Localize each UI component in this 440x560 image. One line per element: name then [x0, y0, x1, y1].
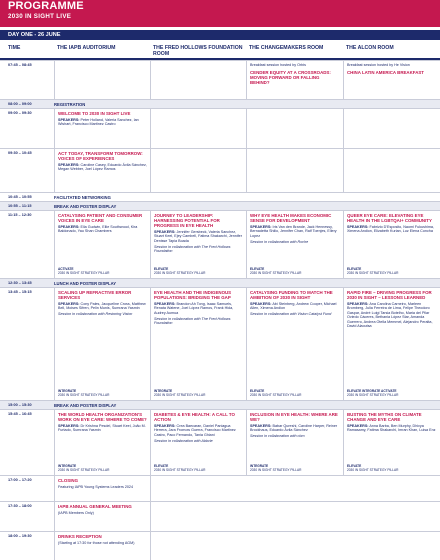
- session-title: RAPID FIRE – DRIVING PROGRESS FOR 2030 IN SIGHT – LESSONS LEARNED: [347, 290, 432, 300]
- session-speakers: SPEAKERS: Babar Qureshi, Caroline Harper, Reiner Brockhaus, Eduardo Ávila Sánchez: [250, 423, 338, 433]
- strategy-pillar: ELEVATE 2030 IN SIGHT STRATEGY PILLAR: [347, 464, 399, 473]
- schedule-row: [0, 210, 440, 278]
- session-title: JOURNEY TO LEADERSHIP: HARNESSING POTENTIAL FOR PROGRESS IN EYE HEALTH: [154, 213, 220, 228]
- session-collaboration: Session in collaboration with Abbvie: [154, 438, 213, 443]
- session-speakers: SPEAKERS: Jennifer Gersbeck, Valeria Sanchez, Stuart Keel, Ejey Cambell, Fatima Shakarchi, Jennifer Denisse Tapia Boada: [154, 229, 242, 243]
- time-slot: 09:00 – 09:30: [8, 111, 32, 115]
- strategy-pillar: INTEGRATE 2030 IN SIGHT STRATEGY PILLAR: [58, 389, 110, 398]
- time-slot: 15:00 – 15:30: [8, 403, 32, 407]
- session-cell: [54, 61, 150, 99]
- session-cell[interactable]: [54, 502, 150, 531]
- schedule-row: [0, 60, 440, 99]
- band-label: BREAK AND POSTER DISPLAY: [54, 204, 117, 209]
- session-collaboration: Session in collaboration with cbm: [250, 434, 305, 439]
- session-collaboration: Session in collaboration with Vision Catalyst Fund: [250, 312, 332, 317]
- session-speakers: SPEAKERS: Crea Baecaran, Daniel Paniagua Herrera, Jara Fromow Guerra, Francisco Martinez Castro, Paco Fernando, Tania Ghiani: [154, 423, 236, 437]
- session-cell[interactable]: [54, 109, 150, 148]
- band-row: [0, 201, 440, 210]
- time-slot: 17:30 – 18:00: [8, 504, 32, 508]
- session-cell[interactable]: [54, 149, 150, 192]
- schedule-row: [0, 287, 440, 400]
- session-collaboration: Session in collaboration with The Fred Hollows Foundation: [154, 316, 231, 326]
- session-speakers: SPEAKERS: Caroline Casey, Eduardo Ávila Sánchez, Megan Webber, Joel López Ramos: [58, 162, 147, 172]
- programme-header: [0, 0, 440, 27]
- time-slot: 13:45 – 15:15: [8, 290, 32, 294]
- session-speakers: SPEAKERS: Ella Gudwin, Ellie Southwood, Kira Baldonado, Yau Shan Chambers: [58, 224, 138, 234]
- band-row: [0, 192, 440, 201]
- session-title: DIABETES & EYE HEALTH: A CALL TO ACTION: [154, 412, 235, 422]
- time-slot: 12:30 – 13:45: [8, 281, 32, 285]
- time-slot: 17:00 – 17:20: [8, 478, 32, 482]
- time-slot: 10:45 – 10:55: [8, 195, 32, 199]
- session-title: CATALYSING FUNDING TO MATCH THE AMBITION OF 2030 IN SIGHT: [250, 290, 333, 300]
- strategy-pillar: ELEVATE INTEGRATE ACTIVATE 2030 IN SIGHT STRATEGY PILLAR: [347, 389, 399, 398]
- strategy-pillar: ELEVATE 2030 IN SIGHT STRATEGY PILLAR: [154, 267, 206, 276]
- session-speakers: SPEAKERS: Fabrizio D'Esposito, Naomi Fukushima, Ximena Andion, Elizabeth Kurian, Luz Elena Concha: [347, 224, 434, 234]
- session-cell[interactable]: [54, 410, 150, 475]
- session-cell[interactable]: [343, 410, 440, 475]
- session-title: ACT TODAY, TRANSFORM TOMORROW: VOICES OF EXPERIENCES: [58, 151, 143, 161]
- day-band: [0, 30, 440, 40]
- session-title: CLOSING: [58, 478, 79, 483]
- session-cell[interactable]: [246, 288, 343, 400]
- session-speakers: SPEAKERS: Peter Holland, Valeria Sanchez, Ian Wishart, Francisco Martinez Castro: [58, 117, 139, 127]
- session-title: BUSTING THE MYTHS ON CLIMATE CHANGE AND EYE CARE: [347, 412, 422, 422]
- strategy-pillar: ELEVATE 2030 IN SIGHT STRATEGY PILLAR: [347, 267, 399, 276]
- session-title: QUEER EYE CARE: ELEVATING EYE HEALTH IN THE LGBTQAI+ COMMUNITY: [347, 213, 432, 223]
- session-title: INCLUSION IN EYE HEALTH: WHERE ARE WE?: [250, 412, 338, 422]
- session-subtitle: Featuring IAPB Young Systems Leaders 2024: [58, 484, 134, 489]
- session-collaboration: Session in collaboration with Roche: [250, 239, 309, 244]
- session-title: CHINA LATIN AMERICA BREAKFAST: [347, 69, 424, 75]
- session-cell: [246, 109, 343, 148]
- session-title: SCALING UP REFRACTIVE ERROR SERVICES: [58, 290, 132, 300]
- strategy-pillar: ELEVATE 2030 IN SIGHT STRATEGY PILLAR: [250, 389, 302, 398]
- session-cell[interactable]: [246, 211, 343, 278]
- strategy-pillar: INTEGRATE 2030 IN SIGHT STRATEGY PILLAR: [250, 464, 302, 473]
- session-cell[interactable]: [343, 288, 440, 400]
- schedule-row: [0, 409, 440, 475]
- band-label: LUNCH AND POSTER DISPLAY: [54, 281, 117, 286]
- schedule-row: [0, 531, 440, 560]
- col-iapb-header: THE IAPB AUDITORIUM: [57, 45, 116, 51]
- session-cell: [343, 109, 440, 148]
- session-cell: [150, 61, 246, 99]
- session-cell[interactable]: [150, 410, 246, 475]
- session-title: WELCOME TO 2030 IN SIGHT LIVE: [58, 111, 131, 116]
- session-subtitle: (IAPB Members Only): [58, 510, 94, 515]
- event-name: 2030 IN SIGHT LIVE: [8, 13, 72, 20]
- session-speakers: SPEAKERS: Cony Pales, Jacqueline Cross, Matthew Bell, Moises Sifren, Pelin Munis, Sumrana Yasmin: [58, 301, 146, 311]
- band-label: FACILITATED NETWORKING: [54, 195, 111, 200]
- schedule-row: [0, 501, 440, 531]
- time-slot: 15:45 – 16:45: [8, 412, 32, 416]
- session-cell[interactable]: [343, 211, 440, 278]
- time-slot: 08:00 – 09:00: [8, 102, 32, 106]
- session-host: Breakfast session hosted by He Vision: [347, 63, 410, 67]
- session-speakers: SPEAKERS: Brandon Ah Tong, Isaac Samuels, Renata Watene, Joel López Ramos, Frank Hida, Audrey Aumua: [154, 301, 234, 315]
- band-row: [0, 400, 440, 409]
- day-label: DAY ONE - 26 JUNE: [8, 32, 61, 38]
- programme-title: PROGRAMME: [8, 0, 84, 12]
- strategy-pillar: ACTIVATE 2030 IN SIGHT STRATEGY PILLAR: [58, 267, 110, 276]
- session-cell[interactable]: [150, 211, 246, 278]
- session-speakers: SPEAKERS: Anna Barba, Ben Murphy, Dhivya Ramasamy, Fatima Shakarchi, Imran Khan, Luisa Enz: [347, 423, 436, 433]
- col-alcon-header: THE ALCON ROOM: [346, 45, 394, 51]
- session-cell: [150, 109, 246, 148]
- session-host: Breakfast session hosted by Orbis: [250, 63, 306, 67]
- session-cell[interactable]: [343, 61, 440, 99]
- session-cell[interactable]: [246, 410, 343, 475]
- strategy-pillar: INTEGRATE 2030 IN SIGHT STRATEGY PILLAR: [154, 389, 206, 398]
- session-title: EYE HEALTH AND THE INDIGENOUS POPULATIONS: BRIDGING THE GAP: [154, 290, 232, 300]
- schedule-row: [0, 475, 440, 501]
- session-collaboration: Session in collaboration with Restoring Vision: [58, 312, 133, 317]
- schedule-row: [0, 148, 440, 192]
- band-label: BREAK AND POSTER DISPLAY: [54, 403, 117, 408]
- session-cell[interactable]: [54, 476, 150, 501]
- session-title: CATALYSING PATIENT AND CONSUMER VOICES IN EYE CARE: [58, 213, 143, 223]
- band-row: [0, 278, 440, 287]
- session-title: WHY EYE HEALTH MAKES ECONOMIC SENSE FOR DEVELOPMENT: [250, 213, 332, 223]
- time-slot: 18:00 – 19:30: [8, 534, 32, 538]
- strategy-pillar: ELEVATE 2030 IN SIGHT STRATEGY PILLAR: [250, 267, 302, 276]
- session-cell: [150, 532, 246, 560]
- session-subtitle: (Starting at 17:30 for those not attending AGM): [58, 540, 135, 545]
- time-slot: 11:15 – 12:30: [8, 213, 32, 217]
- session-cell[interactable]: [54, 211, 150, 278]
- session-title: DRINKS RECEPTION: [58, 534, 102, 539]
- session-title: CENDER EQUITY AT A CROSSROADS: MOVING FORWARD OR FALLING BEHIND?: [250, 69, 331, 85]
- col-fred-header: THE FRED HOLLOWS FOUNDATION ROOM: [153, 45, 243, 57]
- session-speakers: SPEAKERS: Iris Van den Brande, Jack Hennessy, Bernadetta Shilio, Jennifer Chan, Ralf Toenjes, Ellery Lopez: [250, 224, 337, 238]
- band-row: [0, 99, 440, 108]
- session-cell: [343, 149, 440, 192]
- session-speakers: SPEAKERS: Ana Carolina Carneiro, Marleen Bromberg, Julia Ferreira de Lima, Felipe Theodoro Gaspar, André Luigi Tarsia Botelho, Maria del Pilar Oviedo Cáceres, Bethania López Star, Amanda Guerrero, Andrea Otella Memmel, Alejandro Peralta, David Alaoutsa: [347, 301, 433, 329]
- session-cell[interactable]: [54, 288, 150, 400]
- session-cell: [246, 149, 343, 192]
- time-slot: 10:55 – 11:15: [8, 204, 32, 208]
- schedule-row: [0, 108, 440, 148]
- band-label: REGISTRATION: [54, 102, 86, 107]
- session-cell[interactable]: [150, 288, 246, 400]
- session-speakers: SPEAKERS: Dr Krishna Pesdel, Stuart Keel, João M. Furtado, Sumrana Yasmin: [58, 423, 146, 433]
- session-cell[interactable]: [246, 61, 343, 99]
- session-cell: [150, 476, 246, 501]
- session-title: THE WORLD HEALTH ORGANIZATION'S WORK ON EYE CARE: WHERE TO COME?: [58, 412, 147, 422]
- session-cell: [150, 502, 246, 531]
- col-time-header: TIME: [8, 45, 21, 51]
- strategy-pillar: ELEVATE 2030 IN SIGHT STRATEGY PILLAR: [154, 464, 206, 473]
- session-collaboration: Session in collaboration with The Fred Hollows Foundation: [154, 244, 231, 254]
- time-slot: 09:30 – 10:45: [8, 151, 32, 155]
- session-title: IAPB ANNUAL GENERAL MEETING: [58, 504, 132, 509]
- session-cell[interactable]: [54, 532, 150, 560]
- session-cell: [150, 149, 246, 192]
- strategy-pillar: INTEGRATE 2030 IN SIGHT STRATEGY PILLAR: [58, 464, 110, 473]
- session-speakers: SPEAKERS: Abi Steinberg, Andrew Cooper, Michael Allen, Ximena Andion: [250, 301, 337, 311]
- time-slot: 07:45 – 08:45: [8, 63, 32, 67]
- col-changemakers-header: THE CHANGEMAKERS ROOM: [249, 45, 324, 51]
